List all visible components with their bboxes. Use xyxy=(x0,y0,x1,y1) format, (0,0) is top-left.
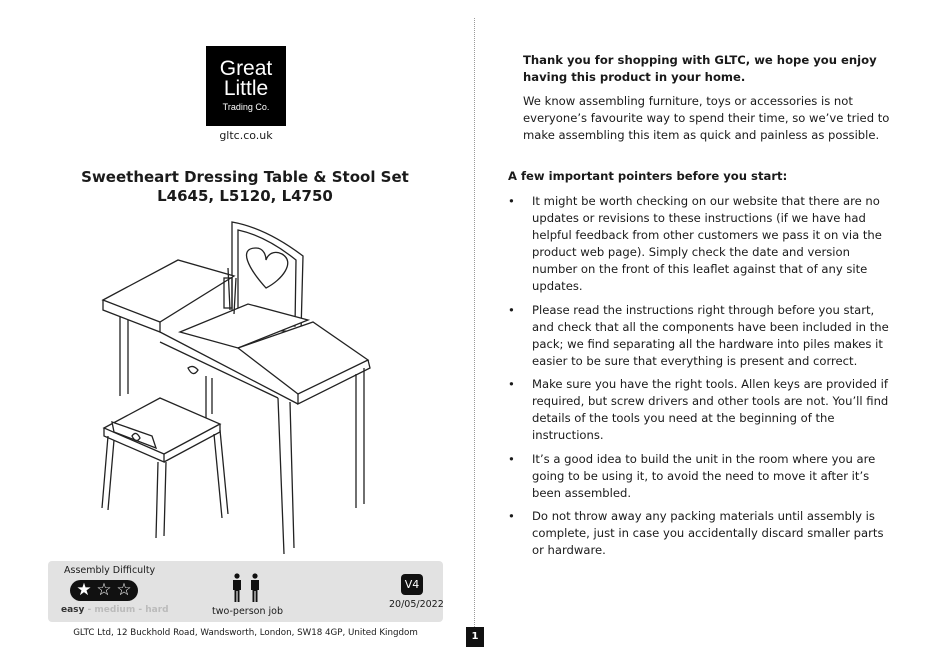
company-address: GLTC Ltd, 12 Buckhold Road, Wandsworth, London, SW18 4GP, United Kingdom xyxy=(73,628,418,638)
separator: - xyxy=(135,605,146,615)
version-badge: V4 xyxy=(401,574,423,595)
pointers-list xyxy=(508,193,898,566)
difficulty-label: Assembly Difficulty xyxy=(64,565,156,576)
list-item-text: Please read the instructions right through before you start, and check that all the components have been included in the pack; we find separating all the hardware into piles makes it easier to be sure that everything is present and correct. xyxy=(532,302,889,368)
logo-line1: Great xyxy=(219,57,273,80)
list-item xyxy=(508,508,898,559)
bullet-icon: • xyxy=(508,194,515,208)
list-item xyxy=(508,451,898,502)
version-date: 20/05/2022 xyxy=(389,599,444,610)
bullet-icon: • xyxy=(508,451,515,466)
product-illustration xyxy=(98,218,378,558)
bullet-icon: • xyxy=(508,377,515,391)
page-divider xyxy=(474,18,475,627)
product-codes: L4645, L5120, L4750 xyxy=(157,187,333,205)
people-label: two-person job xyxy=(212,606,283,617)
bullet-icon: • xyxy=(508,302,515,317)
logo-line2: Little xyxy=(223,77,269,100)
separator: - xyxy=(84,605,95,615)
level-easy: easy xyxy=(61,605,85,615)
logo-line3: Trading Co. xyxy=(222,102,270,112)
level-medium: medium xyxy=(94,605,136,615)
brand-logo xyxy=(206,46,286,126)
intro-heading: Thank you for shopping with GLTC, we hope you enjoy having this product in your home. xyxy=(523,53,877,84)
difficulty-rating xyxy=(70,580,138,601)
page-number: 1 xyxy=(466,627,484,647)
pointers-heading: A few important pointers before you start: xyxy=(508,169,788,183)
list-item xyxy=(508,302,898,370)
list-item-text: Make sure you have the right tools. Allen keys are provided if required, but screw drivers and other tools are not. You’ll find details of the tools you need at the beginning of the instructions. xyxy=(532,377,889,442)
product-title-block xyxy=(60,168,430,206)
star-filled-icon: ★ xyxy=(76,580,92,600)
level-hard: hard xyxy=(145,605,169,615)
info-box xyxy=(48,561,443,622)
list-item xyxy=(508,193,898,295)
bullet-icon: • xyxy=(508,509,515,523)
star-empty-icon: ☆ xyxy=(96,580,112,600)
difficulty-levels xyxy=(61,605,169,615)
star-empty-icon: ☆ xyxy=(116,580,132,600)
list-item-text: Do not throw away any packing materials until assembly is complete, just in case you accidentally discard smaller parts or hardware. xyxy=(532,509,884,557)
list-item-text: It might be worth checking on our website that there are no updates or revisions to these instructions (if we have had helpful feedback from other customers we pass it on via the product web page). Simply check the date and version number on the front of this leaflet against that of any site updates. xyxy=(532,194,882,293)
list-item-text: It’s a good idea to build the unit in the room where you are going to be using it, to avoid the need to move it after it’s been assembled. xyxy=(532,451,876,500)
website: gltc.co.uk xyxy=(219,129,273,142)
intro-text: We know assembling furniture, toys or accessories is not everyone’s favourite way to spend their time, so we’ve tried to make assembling this item as quick and painless as possible. xyxy=(523,94,890,142)
product-title: Sweetheart Dressing Table & Stool Set xyxy=(81,168,409,186)
two-person-icon xyxy=(230,573,264,603)
list-item xyxy=(508,376,898,444)
